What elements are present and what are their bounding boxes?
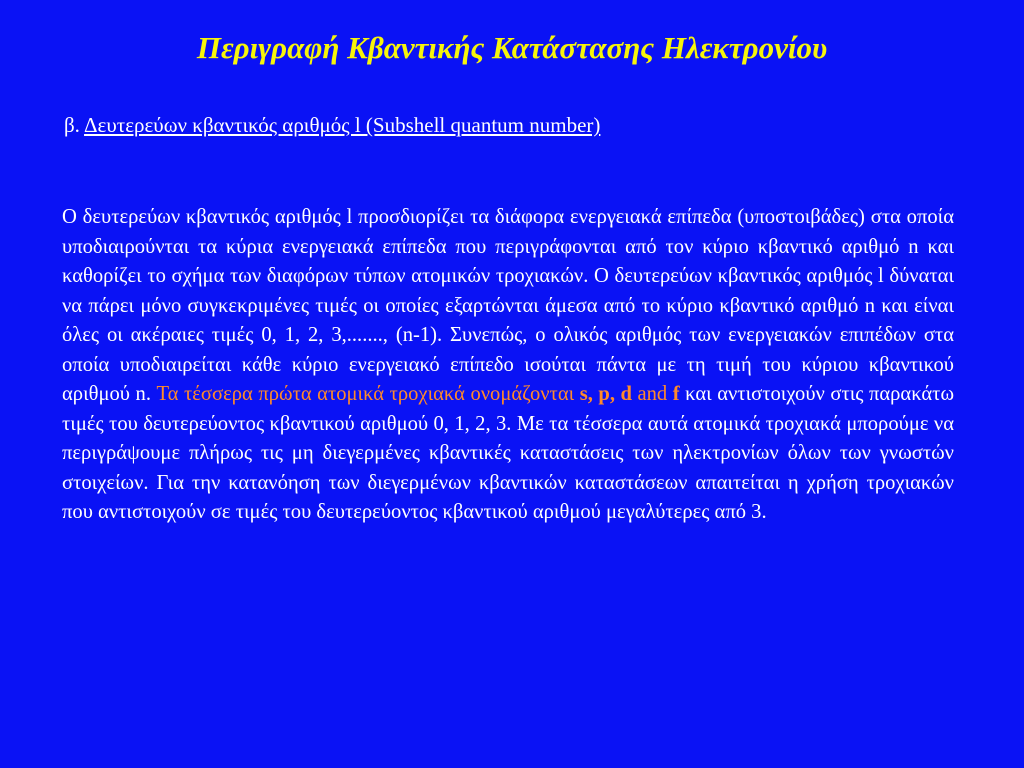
- highlight-text: Τα τέσσερα πρώτα ατομικά τροχιακά ονομάζονται: [156, 383, 580, 405]
- section-heading: [64, 112, 600, 138]
- highlight-spd: s, p, d: [579, 383, 632, 405]
- slide-title: Περιγραφή Κβαντικής Κατάστασης Ηλεκτρονίου: [196, 30, 828, 65]
- paragraph-part-1: Ο δευτερεύων κβαντικός αριθμός l προσδιορίζει τα διάφορα ενεργειακά επίπεδα (υποστοιβάδες) στα οποία υποδιαιρούνται τα κύρια ενεργειακά επίπεδα που περιγράφονται από τον κύριο κβαντικό αριθμό n και καθορίζει το σχήμα των διαφόρων τύπων ατομικών τροχιακών. Ο δευτερεύων κβαντικός αριθμός l δύναται να πάρει μόνο συγκεκριμένες τιμές οι οποίες εξαρτώνται άμεσα από το κύριο κβαντικό αριθμό n και είναι όλες οι ακέραιες τιμές 0, 1, 2, 3,......., (n-1). Συνεπώς, ο ολικός αριθμός των ενεργειακών επιπέδων στα οποία υποδιαιρείται κάθε κύριο ενεργειακό επίπεδο ισούται πάντα με τη τιμή του κύριου κβαντικού αριθμού n.: [62, 206, 954, 405]
- section-heading-text: Δευτερεύων κβαντικός αριθμός l (Subshell quantum number): [84, 113, 601, 137]
- highlight-and: and: [631, 383, 673, 405]
- highlight-f: f: [672, 383, 680, 405]
- body-paragraph: [62, 203, 954, 528]
- paragraph-part-2: και αντιστοιχούν στις παρακάτω τιμές του δευτερεύοντος κβαντικού αριθμού 0, 1, 2, 3. Με τα τέσσερα αυτά ατομικά τροχιακά μπορούμε να περιγράψουμε πλήρως τις μη διεγερμένες κβαντικές καταστάσεις των ηλεκτρονίων όλων των γνωστών στοιχείων. Για την κατανόηση των διεγερμένων κβαντικών καταστάσεων απαιτείται η χρήση τροχιακών που αντιστοιχούν σε τιμές του δευτερεύοντος κβαντικού αριθμού μεγαλύτερες από 3.: [62, 383, 955, 523]
- section-prefix: β.: [64, 113, 85, 137]
